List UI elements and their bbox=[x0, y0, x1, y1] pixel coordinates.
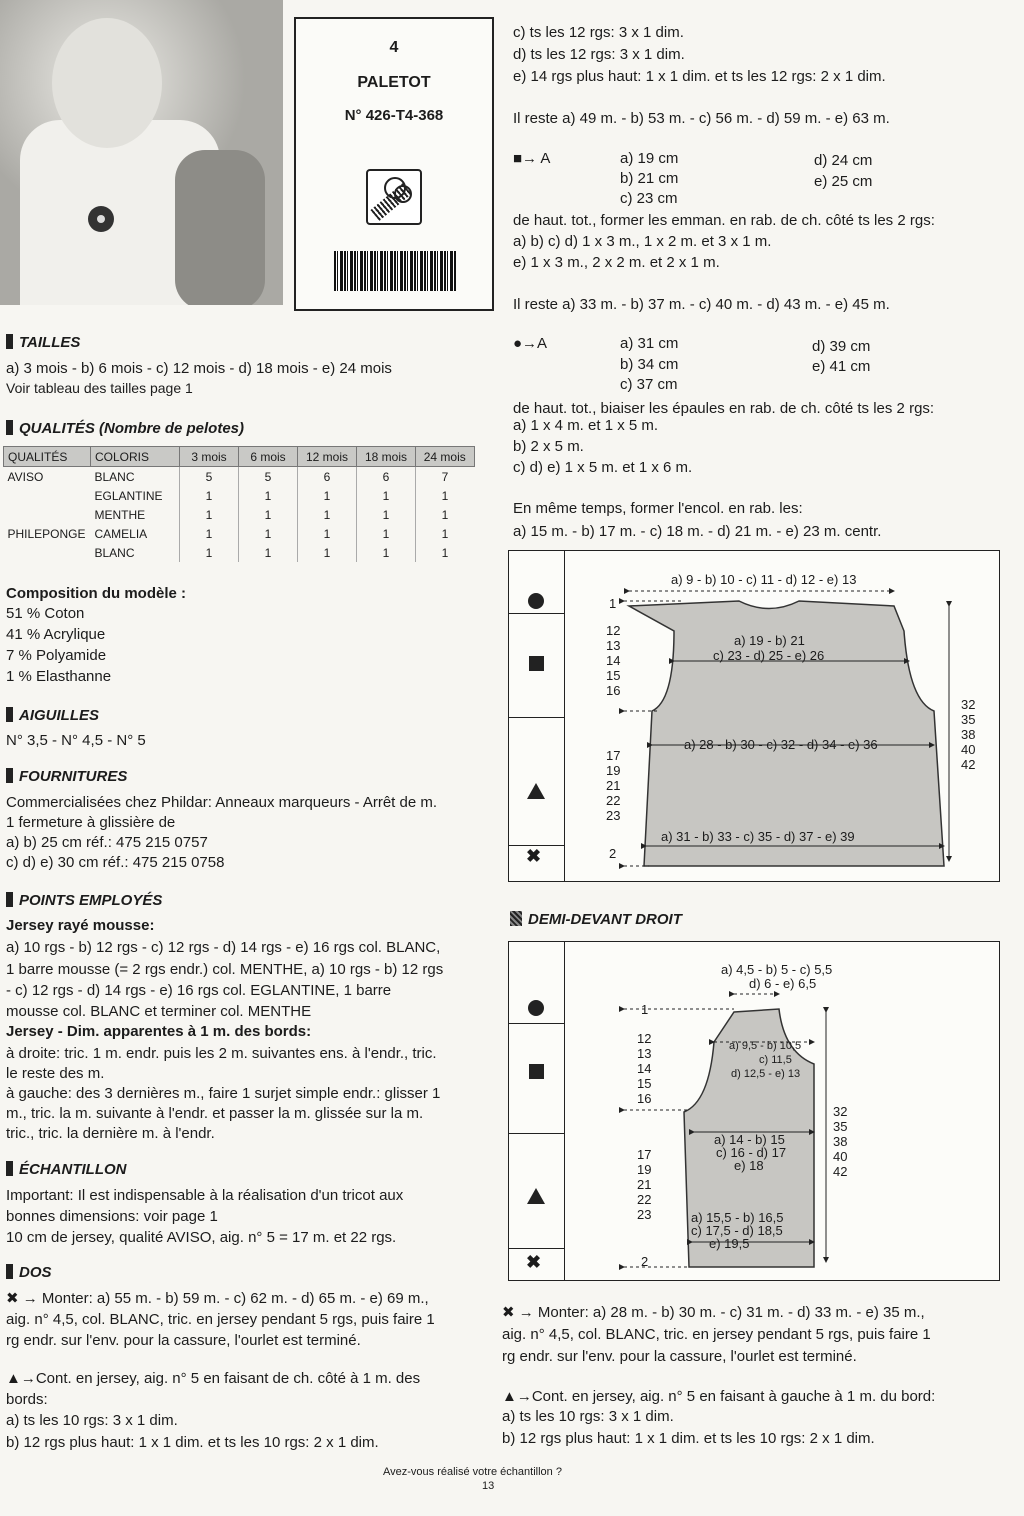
instruction-line: c) d) e) 1 x 5 m. et 1 x 6 m. bbox=[513, 459, 693, 476]
dos-line: a) ts les 10 rgs: 3 x 1 dim. bbox=[6, 1412, 178, 1429]
composition-line: 41 % Acrylique bbox=[6, 626, 106, 643]
table-header: 12 mois bbox=[298, 447, 357, 467]
table-row bbox=[4, 486, 475, 505]
table-row bbox=[4, 505, 475, 524]
table-cell: 1 bbox=[239, 543, 298, 562]
instruction-line: b) 12 rgs plus haut: 1 x 1 dim. et ts les 10 rgs: 2 x 1 dim. bbox=[502, 1430, 875, 1447]
size-value: c) 23 cm bbox=[620, 190, 678, 207]
size-value: b) 34 cm bbox=[620, 356, 679, 373]
points-line: Jersey - Dim. apparentes à 1 m. des bords: bbox=[6, 1023, 312, 1040]
dos-heading: DOS bbox=[6, 1264, 52, 1281]
size-value: d) 39 cm bbox=[812, 338, 871, 355]
barcode bbox=[334, 251, 456, 291]
table-cell: 5 bbox=[239, 467, 298, 487]
table-cell: PHILEPONGE bbox=[7, 526, 86, 541]
devant-label-bottom: e) 19,5 bbox=[709, 1236, 750, 1251]
dos-left-upper: 12 13 14 15 16 bbox=[606, 623, 621, 698]
table-cell bbox=[4, 486, 91, 505]
fournitures-line: a) b) 25 cm réf.: 475 215 0757 bbox=[6, 834, 208, 851]
table-cell: 1 bbox=[180, 524, 239, 543]
devant-label-row: 1 bbox=[641, 1002, 649, 1017]
table-cell: AVISO bbox=[7, 469, 44, 484]
points-line: m., tric. la m. suivante à l'endr. et passer la m. glissée sur la m. bbox=[6, 1105, 424, 1122]
marker-square-icon bbox=[529, 1064, 544, 1079]
points-line: à droite: tric. 1 m. endr. puis les 2 m. suivantes ens. à l'endr., tric. bbox=[6, 1045, 437, 1062]
devant-diagram bbox=[508, 941, 1000, 1281]
devant-label-mid: e) 18 bbox=[734, 1158, 764, 1173]
dos-line: aig. n° 4,5, col. BLANC, tric. en jersey pendant 5 rgs, puis faire 1 bbox=[6, 1311, 435, 1328]
devant-label-mid: a) 14 - b) 15 bbox=[714, 1132, 785, 1147]
table-header-row bbox=[4, 447, 475, 467]
marker-cross-icon: ✖ bbox=[526, 846, 542, 866]
dos-label-width: a) 28 - b) 30 - c) 32 - d) 34 - e) 36 bbox=[684, 737, 878, 752]
marker-cross-icon: ✖ bbox=[526, 1252, 542, 1272]
dos-line: rg endr. sur l'env. pour la cassure, l'ourlet est terminé. bbox=[6, 1332, 361, 1349]
devant-label-top: d) 6 - e) 6,5 bbox=[749, 976, 817, 991]
devant-left-lower: 17 19 21 22 23 bbox=[637, 1147, 652, 1222]
table-cell: 1 bbox=[357, 524, 416, 543]
dos-label-row: 1 bbox=[609, 596, 617, 611]
table-cell: 1 bbox=[239, 505, 298, 524]
aiguilles-heading: AIGUILLES bbox=[6, 707, 99, 724]
table-cell: 1 bbox=[239, 486, 298, 505]
composition-line: 7 % Polyamide bbox=[6, 647, 107, 664]
table-cell: 1 bbox=[357, 486, 416, 505]
instruction-line: e) 1 x 3 m., 2 x 2 m. et 2 x 1 m. bbox=[513, 254, 720, 271]
devant-label-inner: d) 12,5 - e) 13 bbox=[731, 1068, 801, 1080]
table-header: COLORIS bbox=[91, 447, 180, 467]
aiguilles-line: N° 3,5 - N° 4,5 - N° 5 bbox=[6, 732, 146, 749]
table-cell: 5 bbox=[180, 467, 239, 487]
points-line: tric., tric. la dernière m. à l'endr. bbox=[6, 1125, 215, 1142]
table-cell: 1 bbox=[180, 505, 239, 524]
pattern-ref: N° 426-T4-368 bbox=[344, 107, 444, 124]
echantillon-heading: ÉCHANTILLON bbox=[6, 1161, 127, 1178]
dos-line: b) 12 rgs plus haut: 1 x 1 dim. et ts les 10 rgs: 2 x 1 dim. bbox=[6, 1434, 379, 1451]
instruction-line: b) 2 x 5 m. bbox=[513, 438, 584, 455]
points-line: à gauche: des 3 dernières m., faire 1 surjet simple endr.: glisser 1 bbox=[6, 1085, 441, 1102]
dos-diagram bbox=[508, 550, 1000, 882]
instruction-line: a) 15 m. - b) 17 m. - c) 18 m. - d) 21 m. - e) 23 m. centr. bbox=[513, 523, 882, 540]
table-cell: 1 bbox=[180, 486, 239, 505]
devant-label-row: 2 bbox=[641, 1254, 649, 1269]
devant-label-bottom: c) 17,5 - d) 18,5 bbox=[691, 1223, 783, 1238]
marker-triangle-icon bbox=[527, 783, 545, 799]
dos-label-bottom: a) 31 - b) 33 - c) 35 - d) 37 - e) 39 bbox=[661, 829, 855, 844]
devant-label-bottom: a) 15,5 - b) 16,5 bbox=[691, 1210, 784, 1225]
dos-line: ✖ → Monter: a) 55 m. - b) 59 m. - c) 62 m. - d) 65 m. - e) 69 m., bbox=[6, 1290, 429, 1307]
table-cell: 1 bbox=[416, 486, 475, 505]
dos-line: bords: bbox=[6, 1391, 48, 1408]
fournitures-line: Commercialisées chez Phildar: Anneaux marqueurs - Arrêt de m. bbox=[6, 794, 438, 811]
points-line: le reste des m. bbox=[6, 1065, 105, 1082]
marker-dot: ●→A bbox=[513, 335, 548, 352]
size-value: a) 19 cm bbox=[620, 150, 679, 167]
fournitures-line: c) d) e) 30 cm réf.: 475 215 0758 bbox=[6, 854, 225, 871]
table-row bbox=[4, 543, 475, 562]
instruction-line: ✖ → Monter: a) 28 m. - b) 30 m. - c) 31 m. - d) 33 m. - e) 35 m., bbox=[502, 1304, 925, 1321]
table-cell bbox=[4, 505, 91, 524]
marker-square: ■→ A bbox=[513, 150, 551, 167]
fournitures-line: 1 fermeture à glissière de bbox=[6, 814, 176, 831]
instruction-line: Il reste a) 49 m. - b) 53 m. - c) 56 m. - d) 59 m. - e) 63 m. bbox=[513, 110, 890, 127]
table-cell: 1 bbox=[357, 505, 416, 524]
composition-heading: Composition du modèle : bbox=[6, 585, 186, 602]
tailles-line: Voir tableau des tailles page 1 bbox=[6, 380, 193, 396]
instruction-line: d) ts les 12 rgs: 3 x 1 dim. bbox=[513, 46, 685, 63]
dos-label-top: a) 9 - b) 10 - c) 11 - d) 12 - e) 13 bbox=[671, 572, 857, 587]
instruction-line: a) 1 x 4 m. et 1 x 5 m. bbox=[513, 417, 659, 434]
table-cell: 7 bbox=[416, 467, 475, 487]
instruction-line: En même temps, former l'encol. en rab. les: bbox=[513, 500, 803, 517]
dos-left-lower: 17 19 21 22 23 bbox=[606, 748, 621, 823]
devant-label-inner: c) 11,5 bbox=[759, 1054, 792, 1066]
instruction-line: rg endr. sur l'env. pour la cassure, l'ourlet est terminé. bbox=[502, 1348, 857, 1365]
fournitures-heading: FOURNITURES bbox=[6, 768, 127, 785]
tailles-heading: TAILLES bbox=[6, 334, 80, 351]
table-cell: 1 bbox=[416, 505, 475, 524]
points-line: mousse col. BLANC et terminer col. MENTHE bbox=[6, 1003, 312, 1020]
table-header: 6 mois bbox=[239, 447, 298, 467]
qualites-table bbox=[3, 446, 475, 562]
echantillon-line: Important: Il est indispensable à la réalisation d'un tricot aux bbox=[6, 1187, 404, 1204]
points-heading: POINTS EMPLOYÉS bbox=[6, 892, 162, 909]
table-cell: 1 bbox=[298, 486, 357, 505]
dos-line: ▲→Cont. en jersey, aig. n° 5 en faisant de ch. côté à 1 m. des bbox=[6, 1370, 421, 1387]
table-cell: 1 bbox=[298, 524, 357, 543]
table-cell bbox=[4, 543, 91, 562]
table-cell: 1 bbox=[298, 543, 357, 562]
dos-label-row: 2 bbox=[609, 846, 617, 861]
pattern-number: 4 bbox=[389, 39, 399, 56]
marker-dot-icon bbox=[528, 593, 544, 609]
pattern-id-box bbox=[294, 17, 494, 311]
table-header: 18 mois bbox=[357, 447, 416, 467]
devant-label-inner: a) 9,5 - b) 10,5 bbox=[729, 1040, 802, 1052]
composition-line: 51 % Coton bbox=[6, 605, 85, 622]
table-row bbox=[4, 524, 475, 543]
table-header: QUALITÉS bbox=[4, 447, 91, 467]
tailles-line: a) 3 mois - b) 6 mois - c) 12 mois - d) 18 mois - e) 24 mois bbox=[6, 360, 392, 377]
page-number: 13 bbox=[482, 1480, 495, 1492]
table-cell: 1 bbox=[298, 505, 357, 524]
table-cell: 1 bbox=[357, 543, 416, 562]
devant-left-upper: 12 13 14 15 16 bbox=[637, 1031, 652, 1106]
instruction-line: Il reste a) 33 m. - b) 37 m. - c) 40 m. - d) 43 m. - e) 45 m. bbox=[513, 296, 890, 313]
size-value: c) 37 cm bbox=[620, 376, 678, 393]
table-cell: EGLANTINE bbox=[94, 488, 163, 503]
table-cell: 6 bbox=[357, 467, 416, 487]
table-header: 24 mois bbox=[416, 447, 475, 467]
yarn-quality-icon bbox=[366, 169, 422, 225]
size-value: b) 21 cm bbox=[620, 170, 679, 187]
instruction-line: de haut. tot., biaiser les épaules en rab. de ch. côté ts les 2 rgs: bbox=[513, 400, 935, 417]
echantillon-line: 10 cm de jersey, qualité AVISO, aig. n° 5 = 17 m. et 22 rgs. bbox=[6, 1229, 397, 1246]
instruction-line: a) b) c) d) 1 x 3 m., 1 x 2 m. et 3 x 1 m. bbox=[513, 233, 772, 250]
instruction-line: e) 14 rgs plus haut: 1 x 1 dim. et ts les 12 rgs: 2 x 1 dim. bbox=[513, 68, 886, 85]
composition-line: 1 % Elasthanne bbox=[6, 668, 112, 685]
table-cell: BLANC bbox=[94, 545, 135, 560]
instruction-line: a) ts les 10 rgs: 3 x 1 dim. bbox=[502, 1408, 674, 1425]
points-line: Jersey rayé mousse: bbox=[6, 917, 155, 934]
table-cell: CAMELIA bbox=[94, 526, 148, 541]
dos-right-heights: 32 35 38 40 42 bbox=[961, 697, 976, 772]
points-line: - c) 12 rgs - d) 14 rgs - e) 16 rgs col. EGLANTINE, 1 barre bbox=[6, 982, 392, 999]
footer-question: Avez-vous réalisé votre échantillon ? bbox=[383, 1466, 562, 1478]
diagram-marker-column bbox=[509, 942, 565, 1280]
table-cell: BLANC bbox=[94, 469, 135, 484]
instruction-line: de haut. tot., former les emman. en rab. de ch. côté ts les 2 rgs: bbox=[513, 212, 935, 229]
size-value: d) 24 cm bbox=[814, 152, 873, 169]
instruction-line: c) ts les 12 rgs: 3 x 1 dim. bbox=[513, 24, 684, 41]
table-cell: 1 bbox=[239, 524, 298, 543]
dos-label-mid: a) 19 - b) 21 bbox=[734, 633, 805, 648]
marker-square-icon bbox=[529, 656, 544, 671]
table-cell: 1 bbox=[416, 524, 475, 543]
points-line: a) 10 rgs - b) 12 rgs - c) 12 rgs - d) 14 rgs - e) 16 rgs col. BLANC, bbox=[6, 939, 441, 956]
table-row bbox=[4, 467, 475, 487]
devant-right-heights: 32 35 38 40 42 bbox=[833, 1104, 848, 1179]
table-header: 3 mois bbox=[180, 447, 239, 467]
instruction-line: ▲→Cont. en jersey, aig. n° 5 en faisant à gauche à 1 m. du bord: bbox=[502, 1388, 936, 1405]
points-line: 1 barre mousse (= 2 rgs endr.) col. MENTHE, a) 10 rgs - b) 12 rgs bbox=[6, 961, 444, 978]
instruction-line: aig. n° 4,5, col. BLANC, tric. en jersey pendant 5 rgs, puis faire 1 bbox=[502, 1326, 931, 1343]
marker-triangle-icon bbox=[527, 1188, 545, 1204]
marker-dot-icon bbox=[528, 1000, 544, 1016]
demi-devant-heading: DEMI-DEVANT DROIT bbox=[510, 911, 682, 928]
pattern-title: PALETOT bbox=[357, 74, 431, 91]
size-value: e) 25 cm bbox=[814, 173, 873, 190]
table-cell: 6 bbox=[298, 467, 357, 487]
table-cell: 1 bbox=[416, 543, 475, 562]
baby-photo bbox=[0, 0, 283, 305]
table-cell: 1 bbox=[180, 543, 239, 562]
qualites-heading: QUALITÉS (Nombre de pelotes) bbox=[6, 420, 244, 437]
size-value: a) 31 cm bbox=[620, 335, 679, 352]
dos-label-mid: c) 23 - d) 25 - e) 26 bbox=[713, 648, 825, 663]
size-value: e) 41 cm bbox=[812, 358, 871, 375]
devant-label-top: a) 4,5 - b) 5 - c) 5,5 bbox=[721, 962, 833, 977]
echantillon-line: bonnes dimensions: voir page 1 bbox=[6, 1208, 218, 1225]
devant-label-mid: c) 16 - d) 17 bbox=[716, 1145, 787, 1160]
table-cell: MENTHE bbox=[94, 507, 146, 522]
